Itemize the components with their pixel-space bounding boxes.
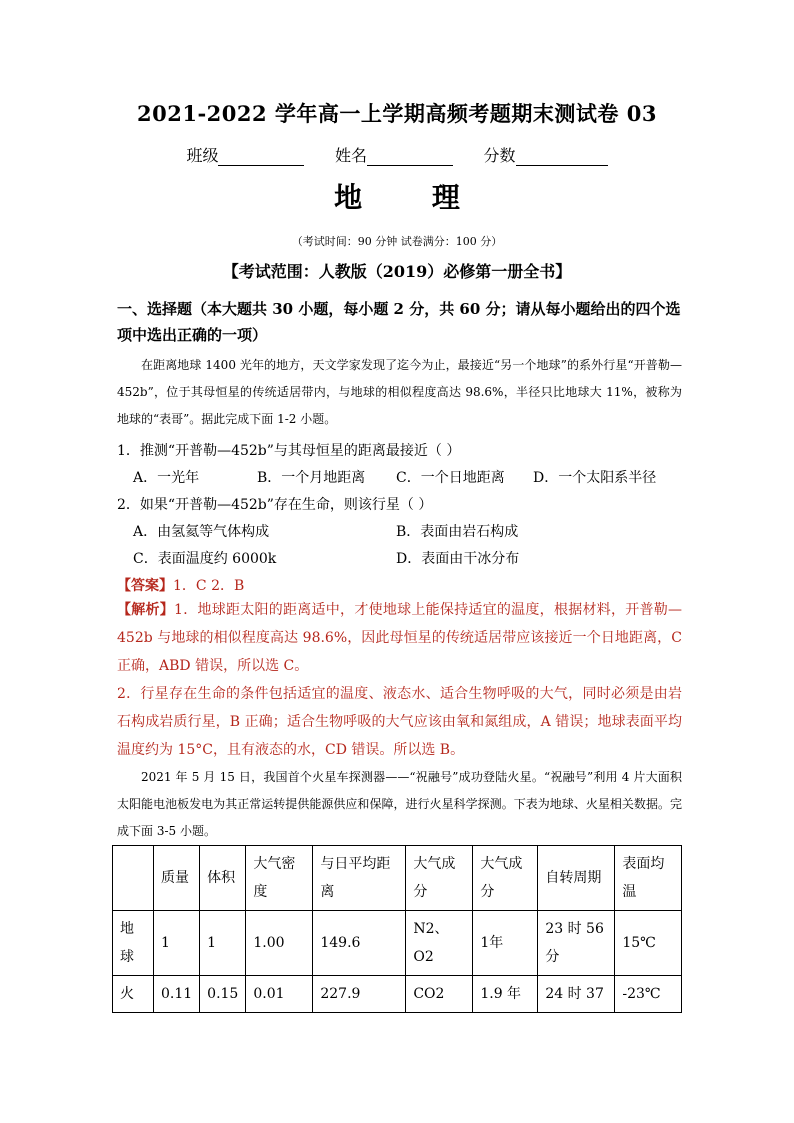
name-blank[interactable] [367, 147, 453, 166]
class-label: 班级 [186, 146, 219, 165]
table-cell: 15℃ [615, 911, 682, 976]
table-cell: 0.11 [154, 976, 200, 1013]
table-header-cell: 体积 [200, 846, 246, 911]
planet-data-table [112, 845, 682, 1013]
table-header-cell [113, 846, 154, 911]
table-cell: 0.01 [246, 976, 313, 1013]
table-cell: 1 [154, 911, 200, 976]
table-header-cell: 大气成分 [473, 846, 538, 911]
table-cell: CO2 [406, 976, 473, 1013]
table-cell: 23 时 56 分 [538, 911, 615, 976]
student-info-line [0, 143, 794, 166]
table-row [113, 976, 682, 1013]
table-header-cell: 质量 [154, 846, 200, 911]
table-header-cell: 与日平均距离 [313, 846, 406, 911]
table-cell: 1.00 [246, 911, 313, 976]
answer-line [117, 575, 244, 595]
analysis-text-1: 1．地球距太阳的距离适中，才使地球上能保持适宜的温度，根据材料，开普勒—452b 与地球的相似程度高达 98.6%，因此母恒星的传统适居带应该接近一个日地距离，C 正确，ABD 错误，所以选 C。 [117, 602, 683, 674]
score-blank[interactable] [516, 147, 608, 166]
question-1-option-b[interactable]: B．一个月地距离 [257, 470, 366, 486]
table-cell: 1年 [473, 911, 538, 976]
table-header-cell: 表面均温 [615, 846, 682, 911]
score-label: 分数 [483, 146, 516, 165]
question-1-option-a[interactable]: A．一光年 [133, 470, 200, 486]
section-heading: 一、选择题（本大题共 30 小题，每小题 2 分，共 60 分；请从每小题给出的四个选项中选出正确的一项） [117, 300, 681, 344]
reading-passage-2: 2021 年 5 月 15 日，我国首个火星车探测器——“祝融号”成功登陆火星。“祝融号”利用 4 片大面积太阳能电池板发电为其正常运转提供能源供应和保障，进行火星科学探测。下表为地球、火星相关数据。完成下面 3-5 小题。 [117, 770, 682, 838]
answer-label: 【答案】 [117, 578, 173, 594]
question-2-option-a[interactable]: A．由氢氦等气体构成 [133, 524, 270, 540]
table-cell: 149.6 [313, 911, 406, 976]
table-header-cell: 自转周期 [538, 846, 615, 911]
table-cell: 0.15 [200, 976, 246, 1013]
exam-title: 2021-2022 学年高一上学期高频考题期末测试卷 03 [137, 101, 657, 126]
question-1-option-d[interactable]: D．一个太阳系半径 [533, 470, 657, 486]
question-2-option-c[interactable]: C．表面温度约 6000k [133, 551, 277, 567]
analysis-label: 【解析】 [117, 602, 175, 618]
exam-time-info: （考试时间：90 分钟 试卷满分：100 分） [291, 235, 503, 248]
subject-heading: 地 理 [334, 181, 490, 214]
table-cell: -23℃ [615, 976, 682, 1013]
name-label: 姓名 [334, 146, 367, 165]
table-header-cell: 大气成分 [406, 846, 473, 911]
analysis-paragraph-1 [117, 596, 682, 680]
table-cell: 1.9 年 [473, 976, 538, 1013]
analysis-paragraph-2: 2．行星存在生命的条件包括适宜的温度、液态水、适合生物呼吸的大气，同时必须是由岩石构成岩质行星，B 正确；适合生物呼吸的大气应该由氧和氮组成，A 错误；地球表面平均温度约为 15°C，且有液态的水，CD 错误。所以选 B。 [117, 686, 682, 758]
table-header-row [113, 846, 682, 911]
table-cell: N2、O2 [406, 911, 473, 976]
table-cell: 火 [113, 976, 154, 1013]
table-cell: 地球 [113, 911, 154, 976]
question-2-option-d[interactable]: D．表面由干冰分布 [396, 551, 520, 567]
question-2-option-b[interactable]: B．表面由岩石构成 [396, 524, 519, 540]
question-1-stem: 1．推测“开普勒—452b”与其母恒星的距离最接近（ ） [117, 443, 461, 459]
table-cell: 227.9 [313, 976, 406, 1013]
table-header-cell: 大气密度 [246, 846, 313, 911]
answer-text: 1．C 2．B [173, 578, 245, 594]
table-cell: 24 时 37 [538, 976, 615, 1013]
table-row [113, 911, 682, 976]
question-1-option-c[interactable]: C．一个日地距离 [396, 470, 505, 486]
class-blank[interactable] [218, 147, 304, 166]
reading-passage-1: 在距离地球 1400 光年的地方，天文学家发现了迄今为止，最接近“另一个地球”的系外行星“开普勒—452b”，位于其母恒星的传统适居带内，与地球的相似程度高达 98.6%，半径只比地球大 11%，被称为地球的“表哥”。据此完成下面 1-2 小题。 [117, 358, 682, 426]
exam-scope: 【考试范围：人教版（2019）必修第一册全书】 [222, 262, 572, 281]
table-cell: 1 [200, 911, 246, 976]
question-2-stem: 2．如果“开普勒—452b”存在生命，则该行星（ ） [117, 497, 433, 513]
